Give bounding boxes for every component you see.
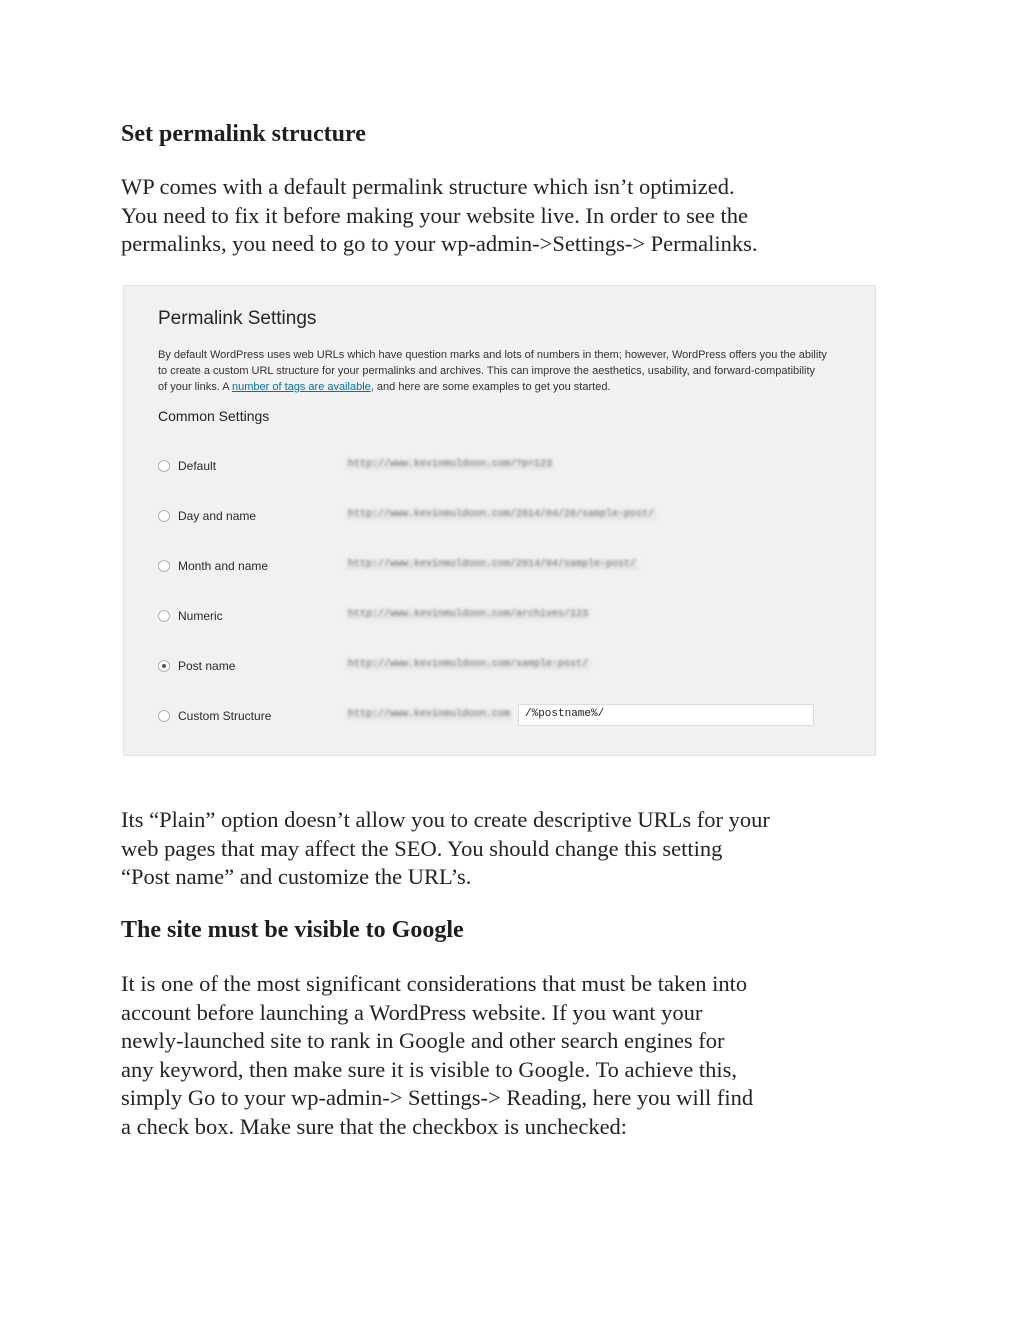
intro-paragraph (121, 173, 921, 259)
paragraph-line: Its “Plain” option doesn’t allow you to create descriptive URLs for your (121, 807, 770, 832)
example-url: http://www.kevinmuldoon.com/2014/04/sample-post/ (348, 559, 637, 570)
example-url: http://www.kevinmuldoon.com/?p=123 (348, 459, 553, 470)
paragraph-line: permalinks, you need to go to your wp-admin->Settings-> Permalinks. (121, 231, 758, 257)
description-line: By default WordPress uses web URLs which have question marks and lots of numbers in them; however, WordPress offers you the ability (158, 349, 827, 361)
plain-option-paragraph (121, 806, 921, 892)
custom-structure-input[interactable]: /%postname%/ (518, 704, 814, 726)
permalink-settings-screenshot (123, 285, 876, 756)
example-url: http://www.kevinmuldoon.com/archives/123 (348, 609, 589, 620)
option-label: Default (178, 459, 217, 473)
paragraph-line: “Post name” and customize the URL’s. (121, 864, 472, 890)
available-tags-link[interactable]: number of tags are available (231, 381, 371, 393)
description-text: , and here are some examples to get you started. (370, 381, 611, 393)
example-url: http://www.kevinmuldoon.com/2014/04/26/sample-post/ (348, 509, 655, 520)
paragraph-line: a check box. Make sure that the checkbox is unchecked: (121, 1113, 628, 1139)
option-month-and-name[interactable] (158, 558, 848, 578)
paragraph-line: web pages that may affect the SEO. You should change this setting (121, 835, 723, 861)
option-label: Custom Structure (178, 709, 272, 723)
option-label: Month and name (178, 559, 269, 573)
common-settings-heading: Common Settings (158, 408, 270, 424)
radio-post-name[interactable] (158, 660, 170, 672)
paragraph-line: You need to fix it before making your website live. In order to see the (121, 202, 748, 228)
section-heading-google-visibility: The site must be visible to Google (121, 917, 464, 943)
option-label: Post name (178, 659, 236, 673)
paragraph-line: WP comes with a default permalink structure which isn’t optimized. (121, 174, 735, 199)
description-text: of your links. A (158, 381, 232, 393)
description-line (158, 379, 858, 395)
paragraph-line: simply Go to your wp-admin-> Settings-> Reading, here you will find (121, 1085, 754, 1111)
option-custom-structure[interactable] (158, 708, 848, 728)
panel-description (158, 347, 858, 395)
paragraph-line: newly-launched site to rank in Google and other search engines for (121, 1028, 725, 1054)
radio-default[interactable] (158, 460, 170, 472)
google-visibility-paragraph (121, 970, 921, 1142)
paragraph-line: It is one of the most significant considerations that must be taken into (121, 971, 748, 996)
paragraph-line: account before launching a WordPress website. If you want your (121, 999, 703, 1025)
paragraph-line: any keyword, then make sure it is visible to Google. To achieve this, (121, 1056, 738, 1082)
option-label: Numeric (178, 609, 223, 623)
example-url: http://www.kevinmuldoon.com/sample-post/ (348, 659, 589, 670)
option-day-and-name[interactable] (158, 508, 848, 528)
radio-month-and-name[interactable] (158, 560, 170, 572)
option-numeric[interactable] (158, 608, 848, 628)
description-line: to create a custom URL structure for your permalinks and archives. This can improve the aesthetics, usability, and forward-compatibility (158, 365, 816, 377)
example-url: http://www.kevinmuldoon.com (348, 709, 511, 720)
section-heading-permalink: Set permalink structure (121, 121, 366, 147)
radio-day-and-name[interactable] (158, 510, 170, 522)
option-label: Day and name (178, 509, 257, 523)
panel-title: Permalink Settings (158, 308, 317, 329)
option-default[interactable] (158, 458, 848, 478)
option-post-name[interactable] (158, 658, 848, 678)
radio-custom-structure[interactable] (158, 710, 170, 722)
radio-numeric[interactable] (158, 610, 170, 622)
